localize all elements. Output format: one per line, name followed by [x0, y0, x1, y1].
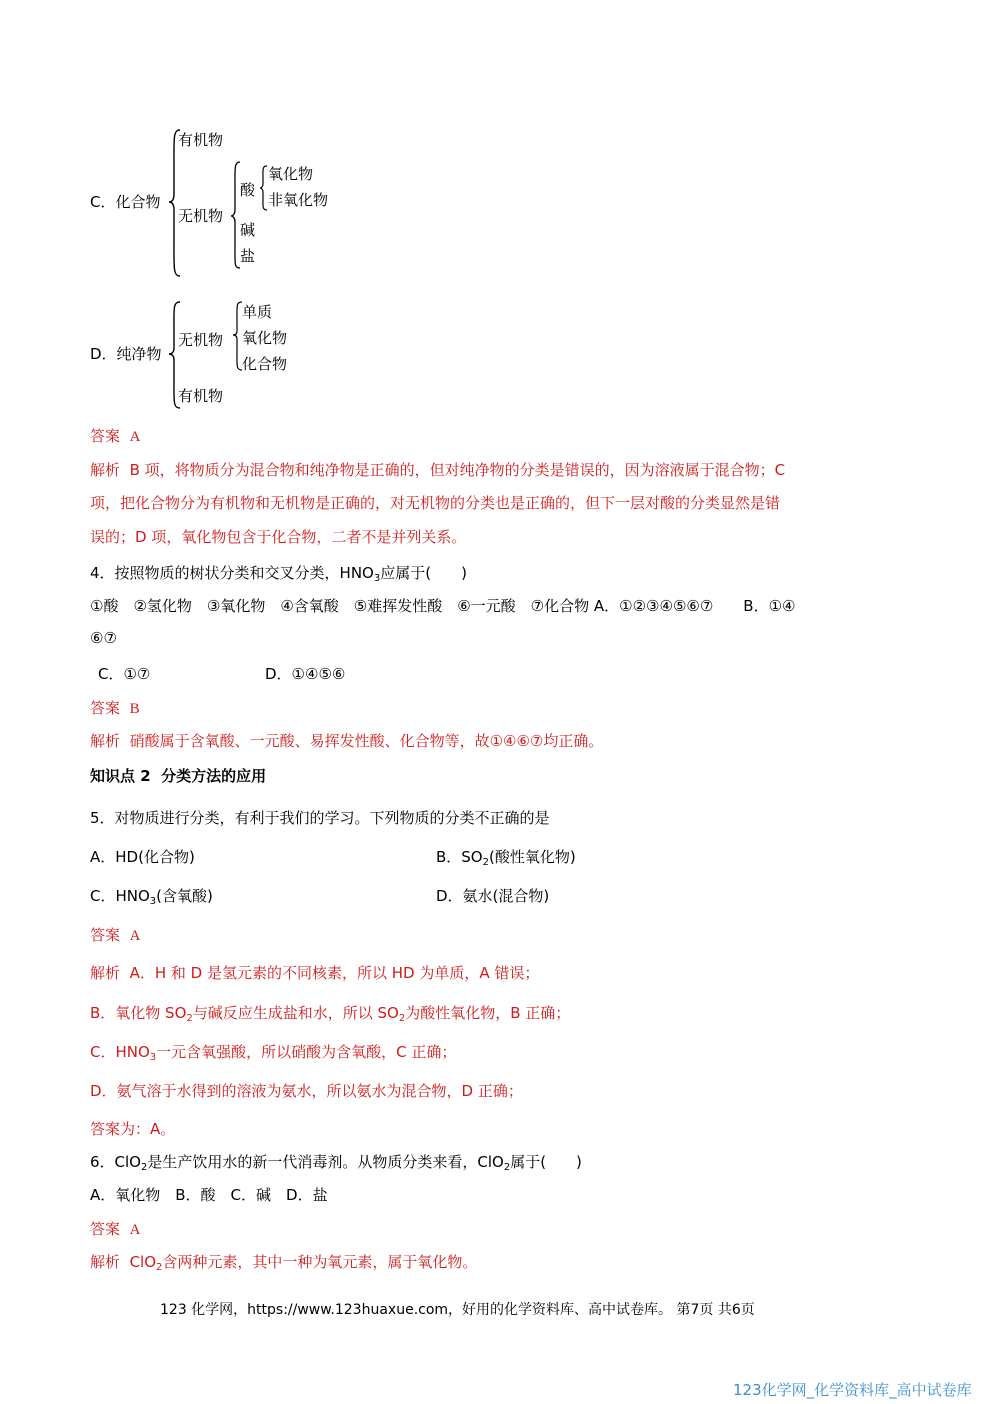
q6-analysis-label: 解析	[90, 1253, 121, 1271]
q3-answer-label: 答案	[90, 427, 121, 445]
tree-d-oxide: 氧化物	[242, 329, 288, 347]
q6-analysis-1: ClO	[129, 1253, 157, 1271]
q5-answer-label: 答案	[90, 926, 121, 944]
q5-analysis-label: 解析	[90, 964, 121, 982]
q5-analysis-b-2: 与碱反应生成盐和水，所以 SO	[192, 1004, 399, 1022]
q6-options: A．氧化物 B．酸 C．碱 D．盐	[90, 1186, 328, 1204]
tree-c-brace	[168, 128, 182, 278]
q3-analysis-text-1: B 项，将物质分为混合物和纯净物是正确的，但对纯净物的分类是错误的，因为溶液属于混合物；C	[129, 461, 786, 479]
tree-d-organic: 有机物	[178, 387, 224, 405]
q6-analysis-sub: 2	[156, 1262, 163, 1273]
q3-answer-value: A	[129, 429, 141, 445]
q4-answer-label: 答案	[90, 699, 121, 717]
q5-option-b-post: (酸性氧化物)	[489, 848, 576, 866]
tree-c-acid: 酸	[240, 181, 256, 199]
q4-stem-sub: 3	[373, 573, 381, 584]
q5-option-c	[90, 886, 213, 906]
q6-stem-1: 6．ClO	[90, 1153, 141, 1171]
q5-analysis-b-sub1: 2	[186, 1013, 193, 1024]
q4-items-line: ①酸 ②氢化物 ③氧化物 ④含氧酸 ⑤难挥发性酸 ⑥一元酸 ⑦化合物 A．①②③④⑤⑥⑦ B．①④	[90, 597, 796, 615]
page-footer: 123 化学网，https://www.123huaxue.com，好用的化学资料库、高中试卷库。 第7页 共6页	[160, 1302, 755, 1318]
q6-stem-2: 是生产饮用水的新一代消毒剂。从物质分类来看，ClO	[147, 1153, 504, 1171]
tree-d-inorganic: 无机物	[178, 331, 224, 349]
tree-c-organic: 有机物	[178, 131, 224, 149]
q6-stem-sub2: 2	[503, 1162, 511, 1173]
q4-items-line-2: ⑥⑦	[90, 629, 117, 647]
q4-answer-value: B	[129, 701, 140, 717]
tree-c-base: 碱	[240, 221, 256, 239]
q6-answer-value: A	[129, 1222, 141, 1238]
q5-final-answer: 答案为：A。	[90, 1120, 176, 1138]
q6-stem-sub1: 2	[141, 1162, 148, 1173]
tree-c-label: C．化合物	[90, 193, 161, 211]
q6-answer	[90, 1219, 140, 1240]
q4-stem-pre: 4．按照物质的树状分类和交叉分类，HNO	[90, 564, 374, 582]
q5-analysis-c-2: 一元含氧强酸，所以硝酸为含氧酸，C 正确；	[156, 1043, 457, 1061]
q5-option-d: D．氨水(混合物)	[436, 887, 550, 905]
knowledge-point-title: 知识点 2	[90, 767, 151, 785]
q5-option-c-sub: 3	[149, 896, 157, 907]
q5-analysis-b-3: 为酸性氧化物，B 正确；	[405, 1004, 571, 1022]
q5-answer	[90, 925, 140, 946]
q5-analysis-b-sub2: 2	[398, 1013, 406, 1024]
q5-analysis-a	[90, 963, 539, 983]
q3-analysis-line-2: 项，把化合物分为有机物和无机物是正确的，对无机物的分类也是正确的，但下一层对酸的分类显然是错	[90, 494, 781, 512]
q4-analysis-label: 解析	[90, 732, 121, 750]
q4-stem-post: 应属于( )	[380, 564, 467, 582]
q4-analysis	[90, 731, 603, 751]
tree-c-inorganic: 无机物	[178, 207, 224, 225]
q3-analysis-line-1	[90, 460, 785, 480]
q6-analysis	[90, 1252, 477, 1272]
q4-option-d: D．①④⑤⑥	[265, 665, 346, 683]
q6-stem-3: 属于( )	[510, 1153, 582, 1171]
tree-c-non-oxyacid: 非氧化物	[268, 191, 329, 209]
q4-analysis-text: 硝酸属于含氧酸、一元酸、易挥发性酸、化合物等，故①④⑥⑦均正确。	[129, 732, 604, 750]
knowledge-point-heading	[90, 766, 266, 786]
watermark-link[interactable]: 123化学网_化学资料库_高中试卷库	[733, 1381, 972, 1399]
q3-analysis-label: 解析	[90, 461, 121, 479]
q5-option-c-post: (含氧酸)	[156, 887, 213, 905]
q6-analysis-2: 含两种元素，其中一种为氧元素，属于氧化物。	[162, 1253, 478, 1271]
q4-stem	[90, 563, 467, 583]
q6-answer-label: 答案	[90, 1220, 121, 1238]
tree-d-compound: 化合物	[242, 355, 288, 373]
q5-answer-value: A	[129, 928, 141, 944]
q4-option-c: C．①⑦	[98, 665, 151, 683]
q5-analysis-a-text: A．H 和 D 是氢元素的不同核素，所以 HD 为单质，A 错误；	[129, 964, 540, 982]
q4-answer	[90, 698, 140, 719]
tree-d-label: D．纯净物	[90, 345, 162, 363]
q5-option-a: A．HD(化合物)	[90, 848, 195, 866]
q5-option-c-pre: C．HNO	[90, 887, 150, 905]
tree-d-element: 单质	[242, 303, 273, 321]
q5-analysis-c-sub: 3	[149, 1052, 157, 1063]
q5-analysis-b-1: B．氧化物 SO	[90, 1004, 187, 1022]
q5-option-b	[436, 847, 576, 867]
q5-analysis-d: D．氨气溶于水得到的溶液为氨水，所以氨水为混合物，D 正确；	[90, 1082, 523, 1100]
q5-stem: 5．对物质进行分类，有利于我们的学习。下列物质的分类不正确的是	[90, 809, 550, 827]
q5-analysis-c	[90, 1042, 456, 1062]
q5-analysis-b	[90, 1003, 570, 1023]
q5-analysis-c-1: C．HNO	[90, 1043, 150, 1061]
q5-option-b-pre: B．SO	[436, 848, 483, 866]
knowledge-point-text: 分类方法的应用	[161, 767, 267, 785]
q3-answer	[90, 426, 140, 447]
tree-c-salt: 盐	[240, 247, 256, 265]
q5-option-b-sub: 2	[482, 857, 489, 868]
q6-stem	[90, 1152, 582, 1172]
tree-c-oxyacid: 氧化物	[268, 165, 314, 183]
q3-analysis-line-3: 误的；D 项，氧化物包含于化合物，二者不是并列关系。	[90, 528, 467, 546]
